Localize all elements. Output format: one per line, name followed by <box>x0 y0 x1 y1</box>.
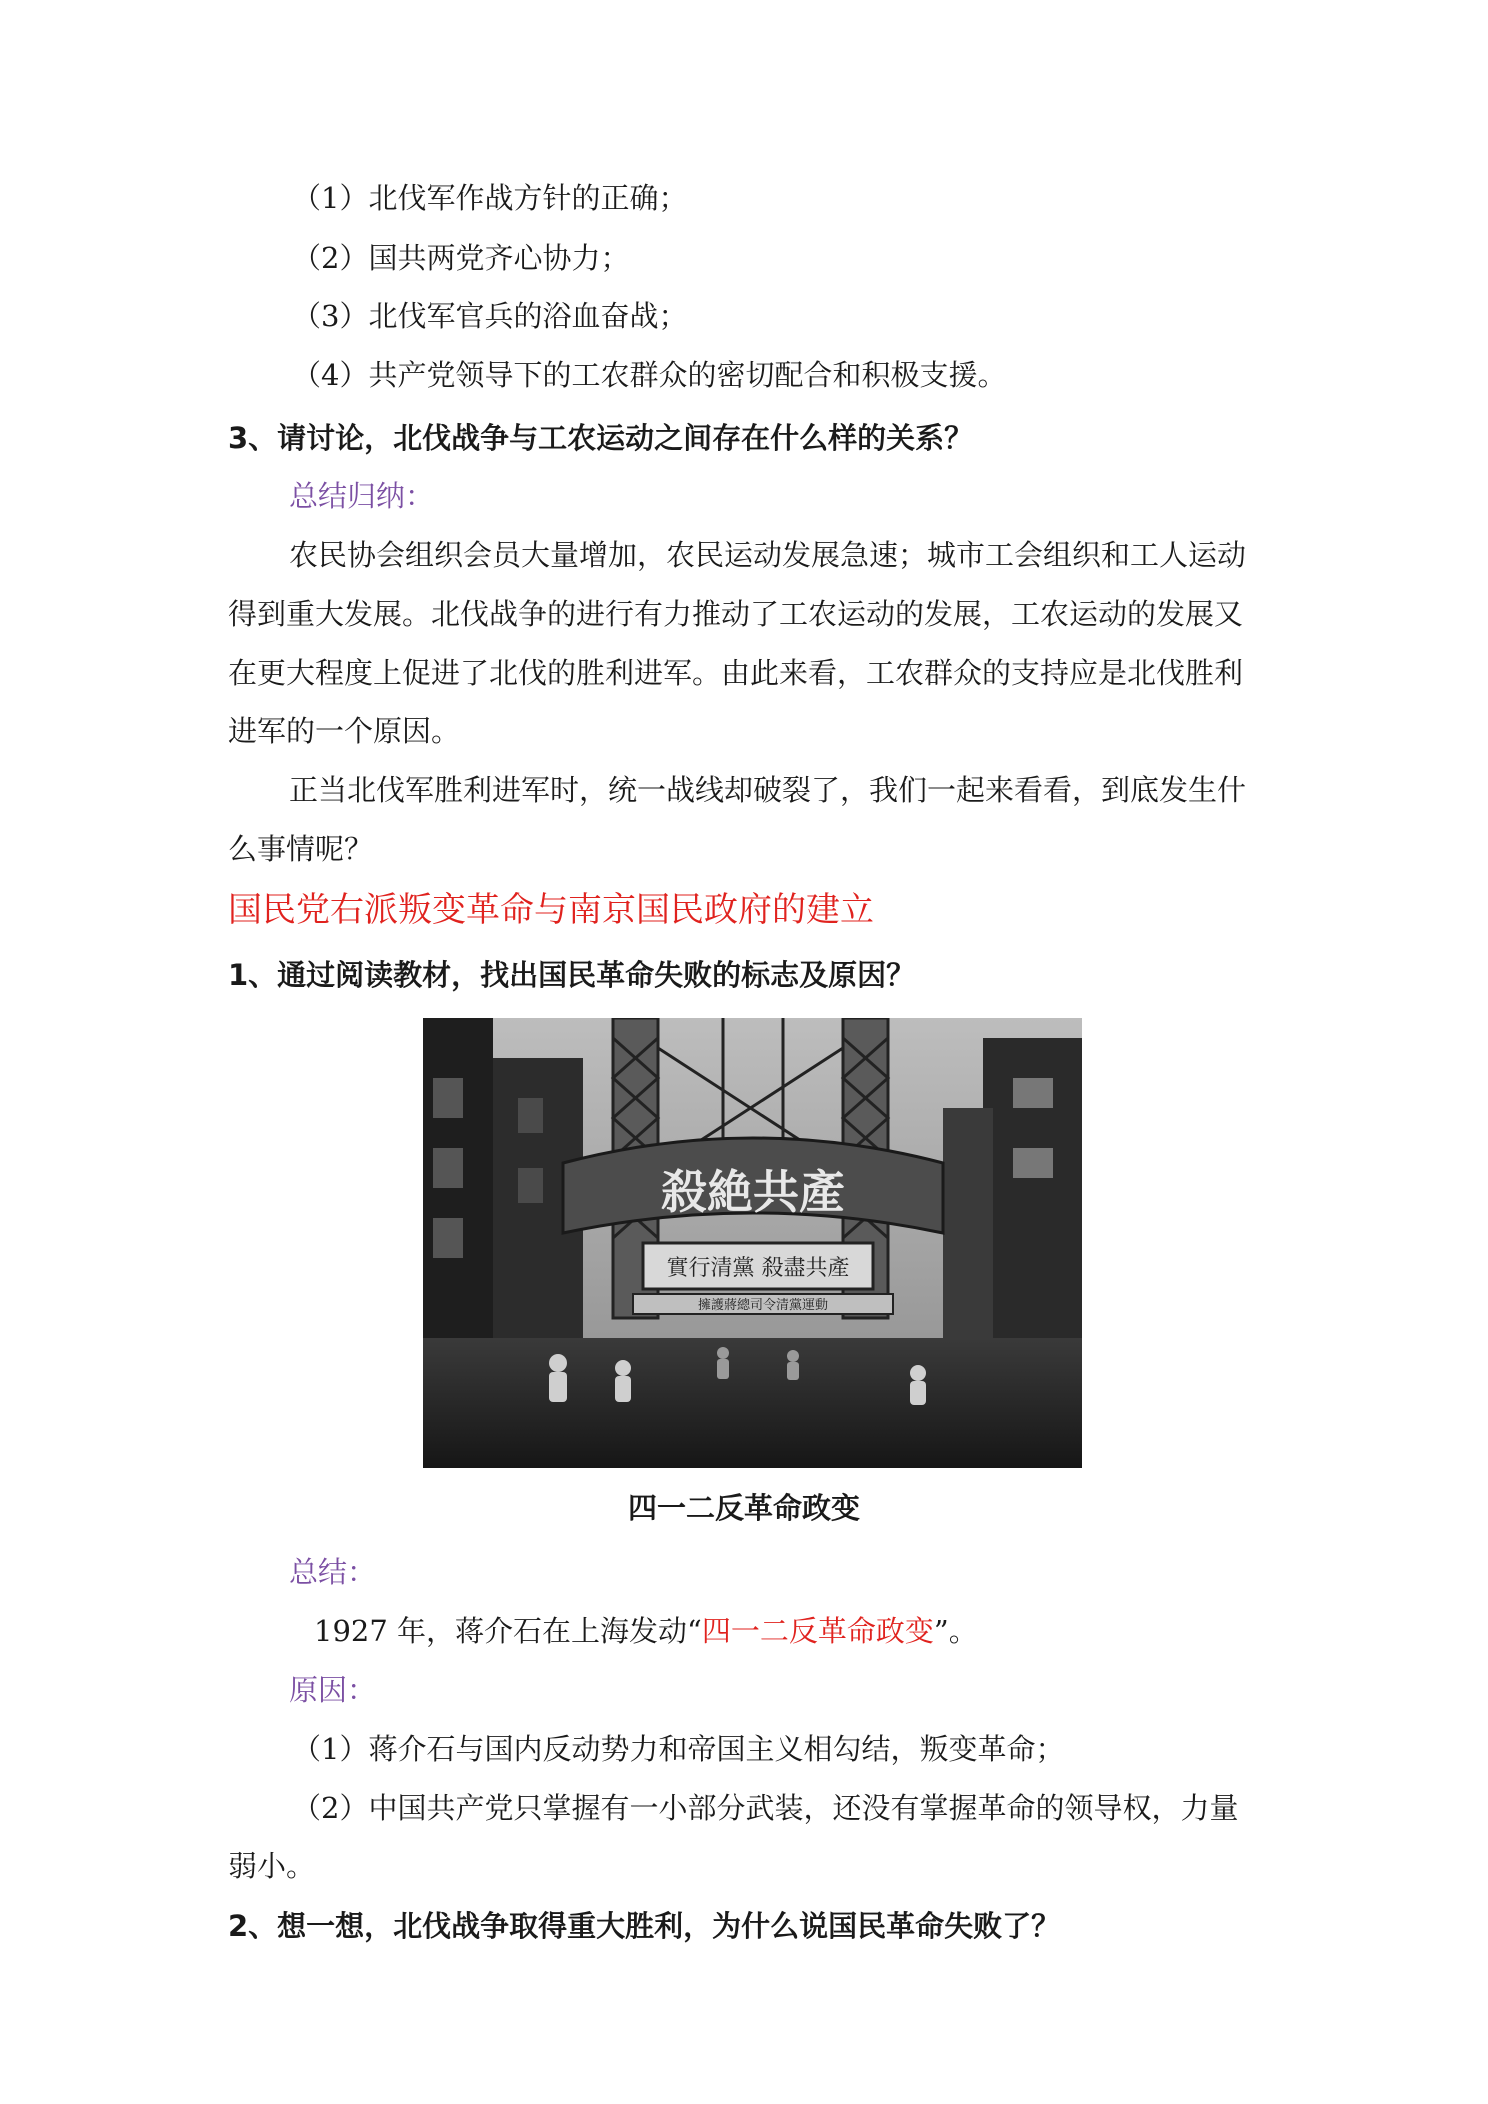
photo-sign-text: 實行清黨 殺盡共產 <box>666 1256 850 1281</box>
photo-strip-text: 擁護蔣總司令清黨運動 <box>697 1298 829 1313</box>
section-heading: 国民党右派叛变革命与南京国民政府的建立 <box>228 890 874 930</box>
historical-photo <box>423 1018 1082 1468</box>
photo-caption: 四一二反革命政变 <box>627 1491 860 1525</box>
reason-2-continued: 弱小。 <box>228 1849 316 1883</box>
event-prefix: 1927 年，蒋介石在上海发动“ <box>314 1614 702 1648</box>
reason-1: （1）蒋介石与国内反动势力和帝国主义相勾结，叛变革命； <box>292 1732 1065 1766</box>
reason-label: 原因： <box>289 1673 377 1707</box>
factor-1: （1）北伐军作战方针的正确； <box>292 181 688 215</box>
factor-3: （3）北伐军官兵的浴血奋战； <box>292 299 688 333</box>
photo-illustration <box>423 1018 1082 1468</box>
summary-line-1: 农民协会组织会员大量增加，农民运动发展急速；城市工会组织和工人运动 <box>289 538 1247 572</box>
event-suffix: ”。 <box>933 1614 978 1648</box>
factor-2: （2）国共两党齐心协力； <box>292 241 630 275</box>
question-3: 3、请讨论，北伐战争与工农运动之间存在什么样的关系？ <box>228 421 974 455</box>
question-1: 1、通过阅读教材，找出国民革命失败的标志及原因？ <box>228 958 916 992</box>
transition-line-1: 正当北伐军胜利进军时，统一战线却破裂了，我们一起来看看，到底发生什 <box>289 773 1247 807</box>
summary-line-3: 在更大程度上促进了北伐的胜利进军。由此来看，工农群众的支持应是北伐胜利 <box>228 656 1244 690</box>
summary-label: 总结归纳： <box>289 479 435 513</box>
factor-4: （4）共产党领导下的工农群众的密切配合和积极支援。 <box>292 358 1007 392</box>
summary-line-4: 进军的一个原因。 <box>228 714 461 748</box>
event-sentence <box>314 1611 978 1651</box>
question-2: 2、想一想，北伐战争取得重大胜利，为什么说国民革命失败了？ <box>228 1909 1061 1943</box>
summary-line-2: 得到重大发展。北伐战争的进行有力推动了工农运动的发展，工农运动的发展又 <box>228 597 1244 631</box>
event-name: 四一二反革命政变 <box>701 1614 934 1648</box>
conclusion-label: 总结： <box>289 1555 377 1589</box>
photo-banner-text: 殺絶共產 <box>661 1165 845 1219</box>
reason-2: （2）中国共产党只掌握有一小部分武装，还没有掌握革命的领导权，力量 <box>292 1791 1239 1825</box>
transition-line-2: 么事情呢？ <box>228 832 374 866</box>
